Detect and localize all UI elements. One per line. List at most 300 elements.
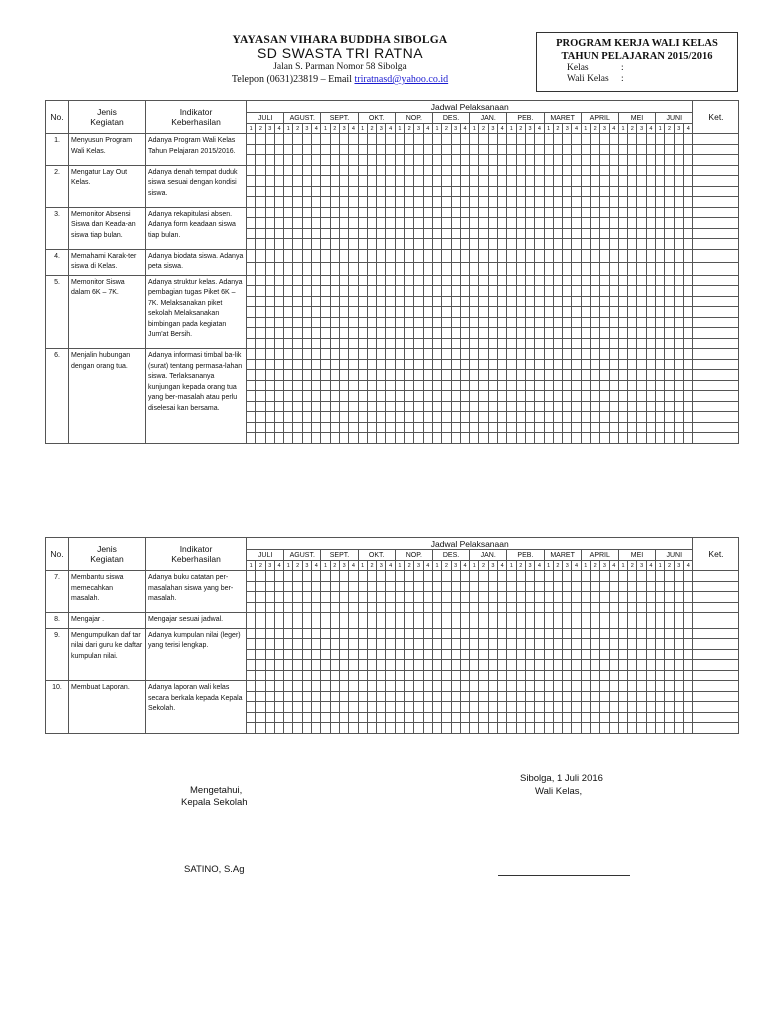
- schedule-cell[interactable]: [405, 249, 414, 262]
- schedule-cell[interactable]: [637, 649, 646, 660]
- schedule-cell[interactable]: [535, 349, 544, 360]
- schedule-cell[interactable]: [590, 681, 599, 692]
- schedule-cell[interactable]: [470, 433, 479, 444]
- schedule-cell[interactable]: [405, 275, 414, 286]
- schedule-cell[interactable]: [265, 422, 274, 433]
- schedule-cell[interactable]: [367, 702, 376, 713]
- schedule-cell[interactable]: [395, 660, 404, 671]
- schedule-cell[interactable]: [674, 275, 683, 286]
- schedule-cell[interactable]: [302, 262, 311, 275]
- schedule-cell[interactable]: [432, 602, 441, 613]
- schedule-cell[interactable]: [656, 328, 665, 339]
- schedule-cell[interactable]: [414, 349, 423, 360]
- schedule-cell[interactable]: [274, 592, 283, 603]
- schedule-cell[interactable]: [609, 660, 618, 671]
- schedule-cell[interactable]: [516, 262, 525, 275]
- schedule-cell[interactable]: [274, 422, 283, 433]
- schedule-cell[interactable]: [544, 359, 553, 370]
- schedule-cell[interactable]: [674, 592, 683, 603]
- schedule-cell[interactable]: [312, 613, 321, 629]
- schedule-cell[interactable]: [302, 228, 311, 239]
- schedule-cell[interactable]: [656, 422, 665, 433]
- schedule-cell[interactable]: [302, 422, 311, 433]
- schedule-cell[interactable]: [442, 422, 451, 433]
- schedule-cell[interactable]: [544, 275, 553, 286]
- schedule-cell[interactable]: [600, 275, 609, 286]
- schedule-cell[interactable]: [544, 176, 553, 187]
- schedule-cell[interactable]: [683, 207, 693, 218]
- schedule-cell[interactable]: [423, 681, 432, 692]
- schedule-cell[interactable]: [665, 207, 674, 218]
- schedule-cell[interactable]: [544, 702, 553, 713]
- schedule-cell[interactable]: [665, 218, 674, 229]
- schedule-cell[interactable]: [637, 639, 646, 650]
- schedule-cell[interactable]: [470, 144, 479, 155]
- schedule-cell[interactable]: [414, 155, 423, 166]
- schedule-cell[interactable]: [507, 639, 516, 650]
- schedule-cell[interactable]: [609, 262, 618, 275]
- schedule-cell[interactable]: [563, 649, 572, 660]
- schedule-cell[interactable]: [414, 296, 423, 307]
- schedule-cell[interactable]: [581, 628, 590, 639]
- schedule-cell[interactable]: [274, 639, 283, 650]
- schedule-cell[interactable]: [293, 412, 302, 423]
- schedule-cell[interactable]: [312, 317, 321, 328]
- schedule-cell[interactable]: [293, 370, 302, 381]
- schedule-cell[interactable]: [507, 239, 516, 250]
- schedule-cell[interactable]: [339, 581, 348, 592]
- schedule-cell[interactable]: [470, 412, 479, 423]
- schedule-cell[interactable]: [293, 670, 302, 681]
- schedule-cell[interactable]: [442, 401, 451, 412]
- schedule-cell[interactable]: [637, 186, 646, 197]
- schedule-cell[interactable]: [683, 571, 693, 582]
- schedule-cell[interactable]: [516, 228, 525, 239]
- schedule-cell[interactable]: [525, 433, 534, 444]
- schedule-cell[interactable]: [656, 380, 665, 391]
- schedule-cell[interactable]: [284, 691, 293, 702]
- schedule-cell[interactable]: [321, 602, 330, 613]
- schedule-cell[interactable]: [339, 412, 348, 423]
- schedule-cell[interactable]: [395, 349, 404, 360]
- schedule-cell[interactable]: [414, 228, 423, 239]
- schedule-cell[interactable]: [470, 422, 479, 433]
- schedule-cell[interactable]: [377, 401, 386, 412]
- schedule-cell[interactable]: [293, 328, 302, 339]
- schedule-cell[interactable]: [405, 691, 414, 702]
- schedule-cell[interactable]: [386, 639, 395, 650]
- schedule-cell[interactable]: [442, 134, 451, 145]
- schedule-cell[interactable]: [470, 359, 479, 370]
- schedule-cell[interactable]: [247, 262, 256, 275]
- schedule-cell[interactable]: [339, 723, 348, 734]
- schedule-cell[interactable]: [349, 670, 358, 681]
- schedule-cell[interactable]: [535, 401, 544, 412]
- ket-cell[interactable]: [693, 613, 739, 629]
- schedule-cell[interactable]: [572, 702, 581, 713]
- ket-cell[interactable]: [693, 401, 739, 412]
- schedule-cell[interactable]: [572, 670, 581, 681]
- ket-cell[interactable]: [693, 670, 739, 681]
- schedule-cell[interactable]: [637, 144, 646, 155]
- schedule-cell[interactable]: [386, 422, 395, 433]
- schedule-cell[interactable]: [563, 401, 572, 412]
- schedule-cell[interactable]: [460, 723, 469, 734]
- schedule-cell[interactable]: [665, 412, 674, 423]
- schedule-cell[interactable]: [488, 628, 497, 639]
- schedule-cell[interactable]: [414, 723, 423, 734]
- schedule-cell[interactable]: [600, 613, 609, 629]
- schedule-cell[interactable]: [293, 307, 302, 318]
- schedule-cell[interactable]: [553, 317, 562, 328]
- schedule-cell[interactable]: [405, 712, 414, 723]
- schedule-cell[interactable]: [367, 592, 376, 603]
- schedule-cell[interactable]: [414, 660, 423, 671]
- schedule-cell[interactable]: [414, 165, 423, 176]
- schedule-cell[interactable]: [563, 218, 572, 229]
- schedule-cell[interactable]: [516, 380, 525, 391]
- schedule-cell[interactable]: [581, 186, 590, 197]
- schedule-cell[interactable]: [432, 275, 441, 286]
- schedule-cell[interactable]: [265, 144, 274, 155]
- schedule-cell[interactable]: [460, 628, 469, 639]
- schedule-cell[interactable]: [609, 639, 618, 650]
- schedule-cell[interactable]: [386, 712, 395, 723]
- schedule-cell[interactable]: [339, 165, 348, 176]
- schedule-cell[interactable]: [312, 262, 321, 275]
- schedule-cell[interactable]: [674, 134, 683, 145]
- schedule-cell[interactable]: [442, 380, 451, 391]
- schedule-cell[interactable]: [432, 422, 441, 433]
- schedule-cell[interactable]: [247, 207, 256, 218]
- schedule-cell[interactable]: [525, 144, 534, 155]
- ket-cell[interactable]: [693, 422, 739, 433]
- schedule-cell[interactable]: [358, 571, 367, 582]
- schedule-cell[interactable]: [358, 207, 367, 218]
- schedule-cell[interactable]: [386, 702, 395, 713]
- schedule-cell[interactable]: [488, 249, 497, 262]
- schedule-cell[interactable]: [442, 228, 451, 239]
- schedule-cell[interactable]: [265, 207, 274, 218]
- schedule-cell[interactable]: [665, 723, 674, 734]
- ket-cell[interactable]: [693, 275, 739, 286]
- schedule-cell[interactable]: [525, 286, 534, 297]
- schedule-cell[interactable]: [386, 401, 395, 412]
- schedule-cell[interactable]: [590, 660, 599, 671]
- schedule-cell[interactable]: [525, 670, 534, 681]
- schedule-cell[interactable]: [590, 401, 599, 412]
- schedule-cell[interactable]: [600, 262, 609, 275]
- schedule-cell[interactable]: [470, 176, 479, 187]
- schedule-cell[interactable]: [665, 165, 674, 176]
- schedule-cell[interactable]: [628, 328, 637, 339]
- schedule-cell[interactable]: [600, 628, 609, 639]
- schedule-cell[interactable]: [516, 670, 525, 681]
- schedule-cell[interactable]: [377, 649, 386, 660]
- schedule-cell[interactable]: [572, 433, 581, 444]
- schedule-cell[interactable]: [265, 349, 274, 360]
- schedule-cell[interactable]: [498, 391, 507, 402]
- schedule-cell[interactable]: [628, 702, 637, 713]
- schedule-cell[interactable]: [553, 391, 562, 402]
- schedule-cell[interactable]: [330, 412, 339, 423]
- schedule-cell[interactable]: [451, 165, 460, 176]
- schedule-cell[interactable]: [442, 581, 451, 592]
- schedule-cell[interactable]: [544, 380, 553, 391]
- schedule-cell[interactable]: [256, 134, 265, 145]
- schedule-cell[interactable]: [442, 412, 451, 423]
- schedule-cell[interactable]: [507, 144, 516, 155]
- schedule-cell[interactable]: [451, 218, 460, 229]
- schedule-cell[interactable]: [479, 628, 488, 639]
- schedule-cell[interactable]: [581, 176, 590, 187]
- schedule-cell[interactable]: [349, 639, 358, 650]
- schedule-cell[interactable]: [432, 370, 441, 381]
- schedule-cell[interactable]: [451, 328, 460, 339]
- schedule-cell[interactable]: [665, 628, 674, 639]
- schedule-cell[interactable]: [590, 712, 599, 723]
- schedule-cell[interactable]: [572, 412, 581, 423]
- schedule-cell[interactable]: [330, 370, 339, 381]
- schedule-cell[interactable]: [330, 155, 339, 166]
- schedule-cell[interactable]: [637, 228, 646, 239]
- schedule-cell[interactable]: [683, 702, 693, 713]
- schedule-cell[interactable]: [302, 581, 311, 592]
- schedule-cell[interactable]: [600, 218, 609, 229]
- schedule-cell[interactable]: [646, 433, 655, 444]
- schedule-cell[interactable]: [516, 592, 525, 603]
- schedule-cell[interactable]: [479, 165, 488, 176]
- schedule-cell[interactable]: [507, 422, 516, 433]
- schedule-cell[interactable]: [460, 239, 469, 250]
- schedule-cell[interactable]: [535, 317, 544, 328]
- schedule-cell[interactable]: [488, 412, 497, 423]
- schedule-cell[interactable]: [488, 186, 497, 197]
- schedule-cell[interactable]: [590, 670, 599, 681]
- schedule-cell[interactable]: [339, 239, 348, 250]
- schedule-cell[interactable]: [414, 613, 423, 629]
- schedule-cell[interactable]: [451, 176, 460, 187]
- schedule-cell[interactable]: [349, 328, 358, 339]
- schedule-cell[interactable]: [358, 286, 367, 297]
- schedule-cell[interactable]: [339, 613, 348, 629]
- schedule-cell[interactable]: [284, 649, 293, 660]
- schedule-cell[interactable]: [600, 186, 609, 197]
- schedule-cell[interactable]: [507, 391, 516, 402]
- schedule-cell[interactable]: [498, 275, 507, 286]
- schedule-cell[interactable]: [247, 296, 256, 307]
- schedule-cell[interactable]: [470, 691, 479, 702]
- schedule-cell[interactable]: [451, 197, 460, 208]
- ket-cell[interactable]: [693, 186, 739, 197]
- schedule-cell[interactable]: [423, 165, 432, 176]
- schedule-cell[interactable]: [674, 144, 683, 155]
- schedule-cell[interactable]: [516, 660, 525, 671]
- schedule-cell[interactable]: [247, 433, 256, 444]
- schedule-cell[interactable]: [628, 134, 637, 145]
- schedule-cell[interactable]: [609, 228, 618, 239]
- schedule-cell[interactable]: [628, 401, 637, 412]
- schedule-cell[interactable]: [395, 433, 404, 444]
- schedule-cell[interactable]: [600, 723, 609, 734]
- schedule-cell[interactable]: [628, 349, 637, 360]
- schedule-cell[interactable]: [516, 681, 525, 692]
- schedule-cell[interactable]: [256, 391, 265, 402]
- schedule-cell[interactable]: [386, 307, 395, 318]
- schedule-cell[interactable]: [460, 228, 469, 239]
- schedule-cell[interactable]: [590, 228, 599, 239]
- schedule-cell[interactable]: [377, 681, 386, 692]
- schedule-cell[interactable]: [646, 412, 655, 423]
- schedule-cell[interactable]: [637, 218, 646, 229]
- schedule-cell[interactable]: [274, 571, 283, 582]
- schedule-cell[interactable]: [516, 433, 525, 444]
- schedule-cell[interactable]: [256, 338, 265, 349]
- schedule-cell[interactable]: [525, 702, 534, 713]
- schedule-cell[interactable]: [581, 670, 590, 681]
- schedule-cell[interactable]: [488, 275, 497, 286]
- schedule-cell[interactable]: [683, 602, 693, 613]
- schedule-cell[interactable]: [590, 144, 599, 155]
- schedule-cell[interactable]: [405, 296, 414, 307]
- schedule-cell[interactable]: [367, 307, 376, 318]
- schedule-cell[interactable]: [284, 317, 293, 328]
- schedule-cell[interactable]: [284, 412, 293, 423]
- ket-cell[interactable]: [693, 155, 739, 166]
- schedule-cell[interactable]: [470, 349, 479, 360]
- schedule-cell[interactable]: [451, 639, 460, 650]
- schedule-cell[interactable]: [544, 144, 553, 155]
- schedule-cell[interactable]: [590, 275, 599, 286]
- schedule-cell[interactable]: [637, 155, 646, 166]
- schedule-cell[interactable]: [265, 176, 274, 187]
- schedule-cell[interactable]: [600, 592, 609, 603]
- schedule-cell[interactable]: [609, 165, 618, 176]
- schedule-cell[interactable]: [535, 207, 544, 218]
- schedule-cell[interactable]: [386, 592, 395, 603]
- schedule-cell[interactable]: [247, 370, 256, 381]
- schedule-cell[interactable]: [498, 349, 507, 360]
- schedule-cell[interactable]: [312, 628, 321, 639]
- schedule-cell[interactable]: [507, 628, 516, 639]
- schedule-cell[interactable]: [600, 571, 609, 582]
- schedule-cell[interactable]: [312, 712, 321, 723]
- schedule-cell[interactable]: [563, 328, 572, 339]
- schedule-cell[interactable]: [637, 628, 646, 639]
- schedule-cell[interactable]: [618, 401, 627, 412]
- schedule-cell[interactable]: [572, 639, 581, 650]
- schedule-cell[interactable]: [525, 155, 534, 166]
- schedule-cell[interactable]: [488, 317, 497, 328]
- schedule-cell[interactable]: [377, 639, 386, 650]
- schedule-cell[interactable]: [293, 723, 302, 734]
- schedule-cell[interactable]: [377, 155, 386, 166]
- schedule-cell[interactable]: [656, 275, 665, 286]
- schedule-cell[interactable]: [414, 702, 423, 713]
- schedule-cell[interactable]: [377, 628, 386, 639]
- schedule-cell[interactable]: [609, 581, 618, 592]
- schedule-cell[interactable]: [618, 649, 627, 660]
- schedule-cell[interactable]: [330, 359, 339, 370]
- schedule-cell[interactable]: [451, 433, 460, 444]
- schedule-cell[interactable]: [563, 370, 572, 381]
- schedule-cell[interactable]: [507, 433, 516, 444]
- schedule-cell[interactable]: [293, 433, 302, 444]
- schedule-cell[interactable]: [479, 296, 488, 307]
- schedule-cell[interactable]: [470, 286, 479, 297]
- schedule-cell[interactable]: [665, 712, 674, 723]
- schedule-cell[interactable]: [488, 702, 497, 713]
- schedule-cell[interactable]: [488, 712, 497, 723]
- schedule-cell[interactable]: [339, 338, 348, 349]
- schedule-cell[interactable]: [609, 628, 618, 639]
- schedule-cell[interactable]: [423, 712, 432, 723]
- schedule-cell[interactable]: [600, 155, 609, 166]
- schedule-cell[interactable]: [460, 359, 469, 370]
- schedule-cell[interactable]: [516, 422, 525, 433]
- schedule-cell[interactable]: [302, 660, 311, 671]
- schedule-cell[interactable]: [572, 681, 581, 692]
- schedule-cell[interactable]: [600, 239, 609, 250]
- schedule-cell[interactable]: [442, 702, 451, 713]
- schedule-cell[interactable]: [358, 412, 367, 423]
- schedule-cell[interactable]: [284, 723, 293, 734]
- schedule-cell[interactable]: [683, 165, 693, 176]
- schedule-cell[interactable]: [451, 186, 460, 197]
- schedule-cell[interactable]: [600, 307, 609, 318]
- schedule-cell[interactable]: [628, 307, 637, 318]
- schedule-cell[interactable]: [507, 359, 516, 370]
- schedule-cell[interactable]: [600, 328, 609, 339]
- schedule-cell[interactable]: [293, 239, 302, 250]
- schedule-cell[interactable]: [349, 338, 358, 349]
- schedule-cell[interactable]: [553, 723, 562, 734]
- schedule-cell[interactable]: [581, 592, 590, 603]
- schedule-cell[interactable]: [339, 391, 348, 402]
- schedule-cell[interactable]: [618, 613, 627, 629]
- schedule-cell[interactable]: [609, 286, 618, 297]
- schedule-cell[interactable]: [637, 660, 646, 671]
- schedule-cell[interactable]: [470, 613, 479, 629]
- ket-cell[interactable]: [693, 207, 739, 218]
- schedule-cell[interactable]: [405, 681, 414, 692]
- schedule-cell[interactable]: [683, 422, 693, 433]
- schedule-cell[interactable]: [377, 422, 386, 433]
- schedule-cell[interactable]: [674, 249, 683, 262]
- schedule-cell[interactable]: [256, 144, 265, 155]
- schedule-cell[interactable]: [553, 602, 562, 613]
- schedule-cell[interactable]: [656, 691, 665, 702]
- schedule-cell[interactable]: [516, 286, 525, 297]
- schedule-cell[interactable]: [349, 422, 358, 433]
- schedule-cell[interactable]: [367, 391, 376, 402]
- schedule-cell[interactable]: [321, 613, 330, 629]
- schedule-cell[interactable]: [553, 370, 562, 381]
- schedule-cell[interactable]: [665, 602, 674, 613]
- schedule-cell[interactable]: [581, 401, 590, 412]
- schedule-cell[interactable]: [451, 660, 460, 671]
- schedule-cell[interactable]: [395, 391, 404, 402]
- schedule-cell[interactable]: [488, 239, 497, 250]
- schedule-cell[interactable]: [330, 286, 339, 297]
- schedule-cell[interactable]: [563, 228, 572, 239]
- schedule-cell[interactable]: [683, 275, 693, 286]
- schedule-cell[interactable]: [656, 370, 665, 381]
- schedule-cell[interactable]: [321, 144, 330, 155]
- schedule-cell[interactable]: [590, 207, 599, 218]
- ket-cell[interactable]: [693, 165, 739, 176]
- schedule-cell[interactable]: [609, 571, 618, 582]
